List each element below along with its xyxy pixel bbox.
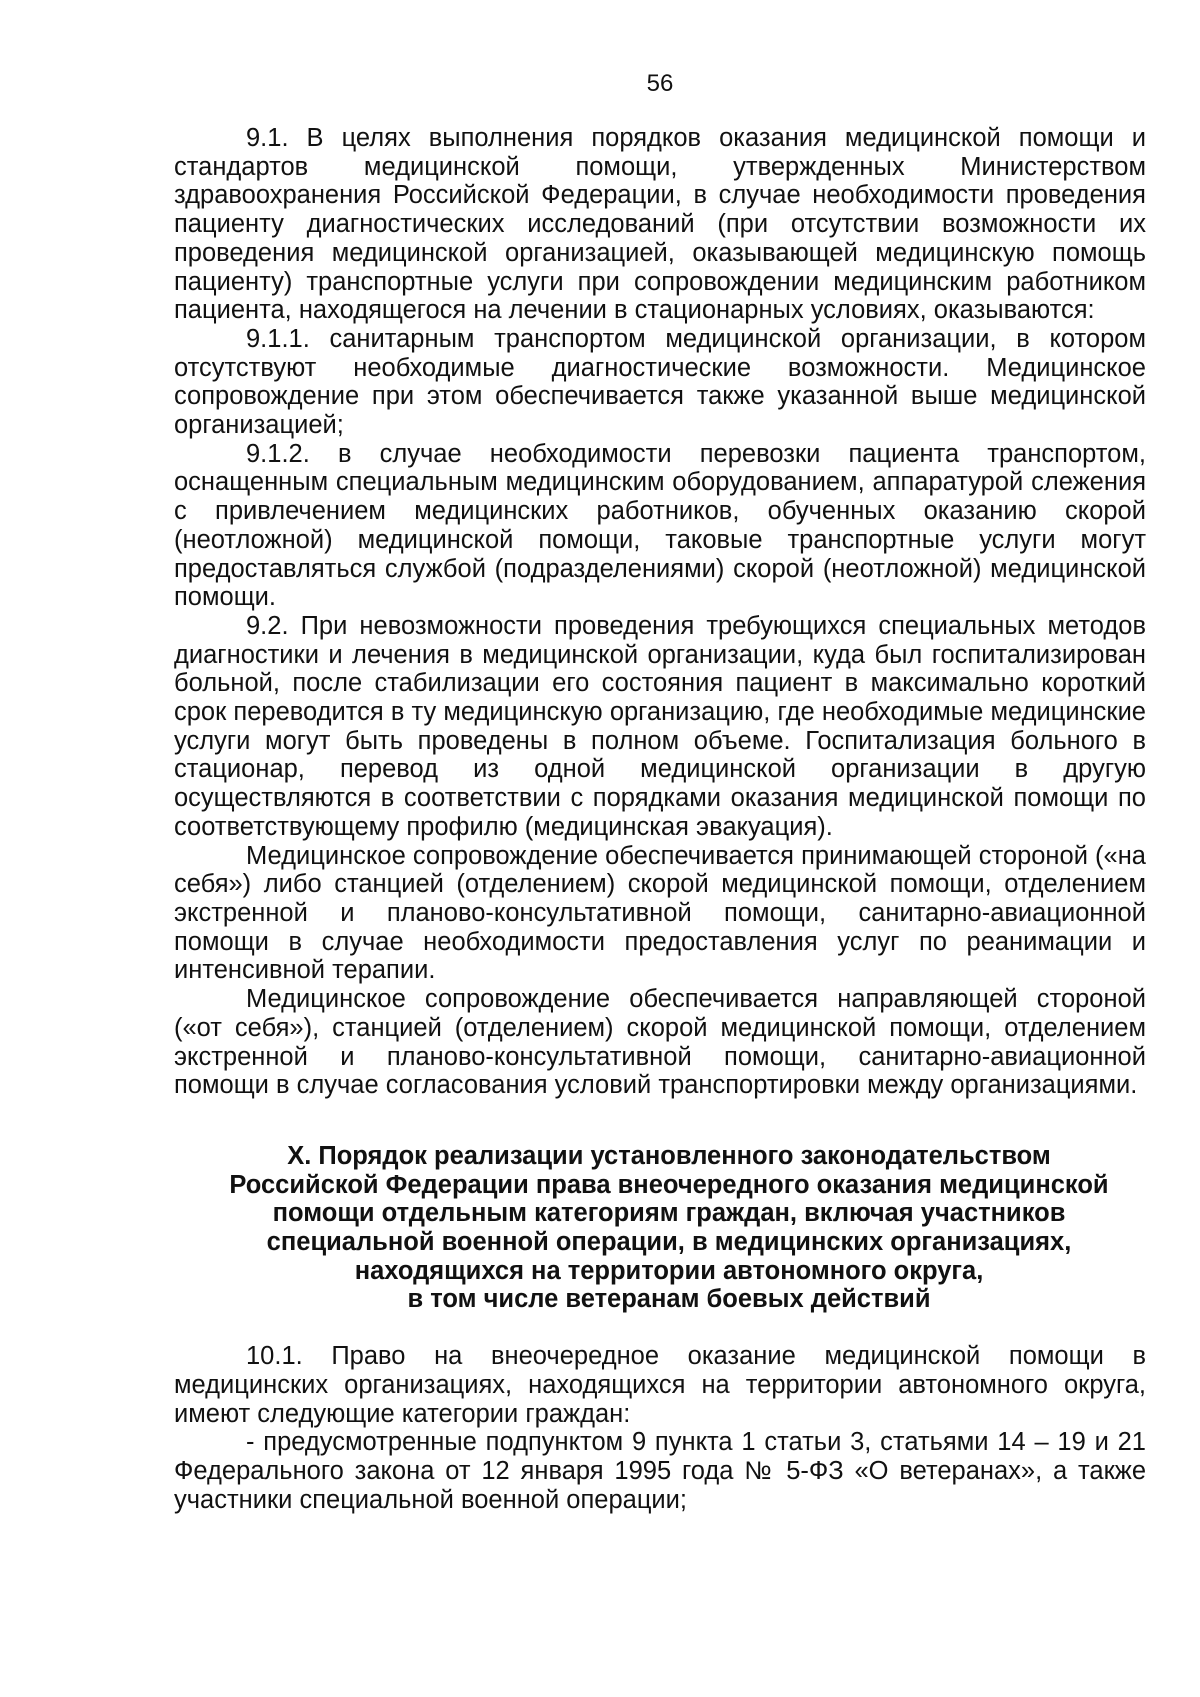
page-number: 56 [646,70,674,97]
heading-line: X. Порядок реализации установленного законодательством [287,1141,1051,1170]
paragraph-9-1-1: 9.1.1. санитарным транспортом медицинской организации, в котором отсутствуют необходимые диагностические возможности. Медицинское сопровождение при этом обеспечивается также указанной выше медицинской организацией; [174,324,1146,440]
spacer [174,1100,1146,1142]
list-item-veterans: - предусмотренные подпунктом 9 пункта 1 статьи 3, статьями 14 – 19 и 21 Федерального закона от 12 января 1995 года № 5-ФЗ «О ветеранах», а также участники специальной военной операции; [174,1428,1146,1514]
spacer [174,1314,1146,1342]
paragraph-10-1: 10.1. Право на внеочередное оказание медицинской помощи в медицинских организациях, находящихся на территории автономного округа, имеют следующие категории граждан: [174,1342,1146,1428]
heading-line: специальной военной операции, в медицинских организациях, [266,1228,1072,1257]
paragraph-receiving-side: Медицинское сопровождение обеспечивается принимающей стороной («на себя») либо станцией (отделением) скорой медицинской помощи, отделением экстренной и планово-консультативной помощи, санитарно-авиационной помощи в случае необходимости предоставления услуг по реанимации и интенсивной терапии. [174,841,1146,985]
paragraph-9-2: 9.2. При невозможности проведения требующихся специальных методов диагностики и лечения в медицинской организации, куда был госпитализирован больной, после стабилизации его состояния пациент в максимально короткий срок переводится в ту медицинскую организацию, где необходимые медицинские услуги могут быть проведены в полном объеме. Госпитализация больного в стационар, перевод из одной медицинской организации в другую осуществляются в соответствии с порядками оказания медицинской помощи по соответствующему профилю (медицинская эвакуация). [174,611,1146,841]
paragraph-sending-side: Медицинское сопровождение обеспечивается направляющей стороной («от себя»), станцией (отделением) скорой медицинской помощи, отделением экстренной и планово-консультативной помощи, санитарно-авиационной помощи в случае согласования условий транспортировки между организациями. [174,985,1146,1100]
paragraph-9-1: 9.1. В целях выполнения порядков оказания медицинской помощи и стандартов медицинской помощи, утвержденных Министерством здравоохранения Российской Федерации, в случае необходимости проведения пациенту диагностических исследований (при отсутствии возможности их проведения медицинской организацией, оказывающей медицинскую помощь пациенту) транспортные услуги при сопровождении медицинским работником пациента, находящегося на лечении в стационарных условиях, оказываются: [174,124,1146,325]
document-body [174,124,1146,1514]
paragraph-9-1-2: 9.1.2. в случае необходимости перевозки пациента транспортом, оснащенным специальным медицинским оборудованием, аппаратурой слежения с привлечением медицинских работников, обученных оказанию скорой (неотложной) медицинской помощи, таковые транспортные услуги могут предоставляться службой (подразделениями) скорой (неотложной) медицинской помощи. [174,439,1146,612]
heading-line: Российской Федерации права внеочередного оказания медицинской [229,1170,1109,1199]
heading-line: находящихся на территории автономного округа, [354,1256,984,1285]
heading-line: в том числе ветеранам боевых действий [407,1285,931,1314]
section-heading-x [174,1142,1146,1314]
heading-line: помощи отдельным категориям граждан, включая участников [272,1199,1066,1228]
